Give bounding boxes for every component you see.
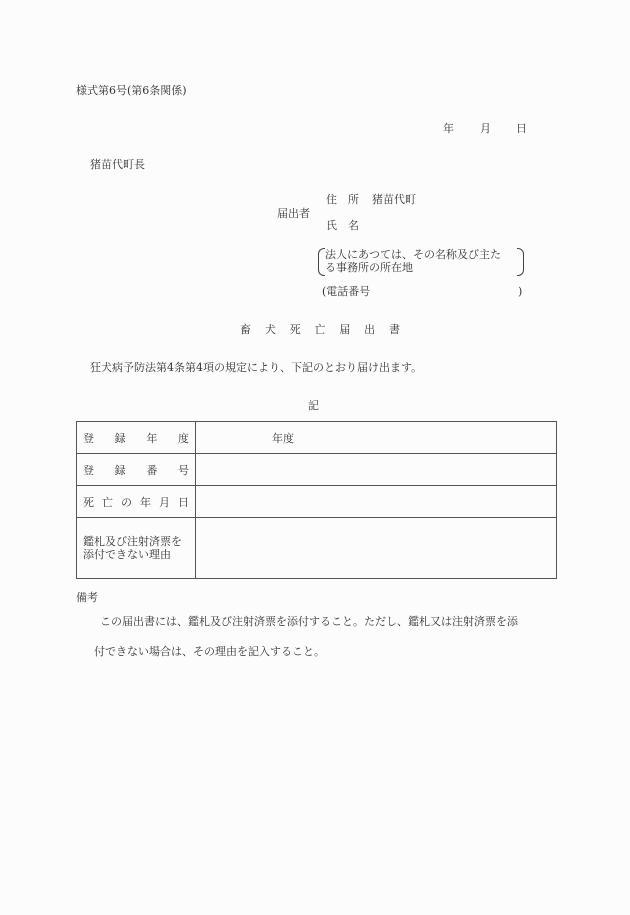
table-row: [77, 518, 557, 579]
notes-body: [78, 607, 558, 667]
name-label: 氏 名: [326, 219, 359, 232]
right-paren-brace: [517, 248, 524, 276]
year-label: 年: [443, 122, 454, 135]
corporate-note-line2: る事務所の所在地: [325, 261, 413, 274]
label-char: 年: [146, 431, 158, 445]
title-char: 亡: [314, 323, 326, 336]
label-char: 録: [114, 431, 126, 445]
label-char: 度: [177, 431, 189, 445]
addressee: 猪苗代町長: [90, 158, 145, 171]
phone-close-paren: ): [518, 285, 523, 298]
label-char: 月: [159, 495, 170, 509]
address-label: 住 所: [326, 193, 359, 206]
corporate-note: [318, 248, 524, 276]
label-reason-no-tag: 鑑札及び注射済票を添付できない理由: [77, 518, 196, 579]
title-char: 書: [388, 323, 400, 336]
label-registration-number: [77, 454, 196, 486]
corporate-note-text: [325, 248, 501, 274]
record-table: [76, 421, 557, 579]
label-registration-year: [77, 422, 196, 454]
corporate-note-line1: 法人にあつては、その名称及び主た: [325, 248, 501, 261]
title-char: 畜: [240, 323, 251, 336]
label-char: の: [121, 495, 132, 509]
title-char: 犬: [264, 323, 276, 336]
value-reason-no-tag[interactable]: [196, 518, 557, 579]
left-paren-brace: [318, 248, 325, 276]
table-row: [77, 486, 557, 518]
label-death-date: [77, 486, 196, 518]
value-registration-year[interactable]: 年度: [196, 422, 557, 454]
document-title: [240, 323, 400, 337]
value-registration-number[interactable]: [196, 454, 557, 486]
notes-heading: 備考: [76, 591, 98, 604]
label-char: 日: [178, 495, 189, 509]
title-char: 届: [339, 323, 351, 336]
label-char: 登: [83, 463, 94, 477]
value-death-date[interactable]: [196, 486, 557, 518]
intro-text: 狂犬病予防法第4条第4項の規定により、下記のとおり届け出ます。: [90, 361, 423, 374]
label-char: 亡: [102, 495, 113, 509]
address-value: 猪苗代町: [372, 193, 416, 206]
label-char: 死: [83, 495, 94, 509]
table-row: [77, 454, 557, 486]
notes-line2: 付できない場合は、その理由を記入すること。: [94, 645, 325, 658]
month-label: 月: [480, 122, 491, 135]
phone-label: (電話番号: [322, 285, 371, 298]
title-char: 出: [364, 323, 376, 336]
day-label: 日: [516, 122, 527, 135]
form-number: 様式第6号(第6条関係): [76, 84, 187, 97]
label-char: 登: [83, 431, 94, 445]
applicant-label: 届出者: [277, 207, 310, 220]
notes-line1: この届出書には、鑑札及び注射済票を添付すること。ただし、鑑札又は注射済票を添: [100, 615, 518, 628]
label-char: 番: [146, 463, 158, 477]
title-char: 死: [289, 323, 301, 336]
label-char: 録: [114, 463, 126, 477]
ki-label: 記: [308, 399, 319, 412]
label-char: 年: [140, 495, 151, 509]
table-row: [77, 422, 557, 454]
label-char: 号: [177, 463, 189, 477]
